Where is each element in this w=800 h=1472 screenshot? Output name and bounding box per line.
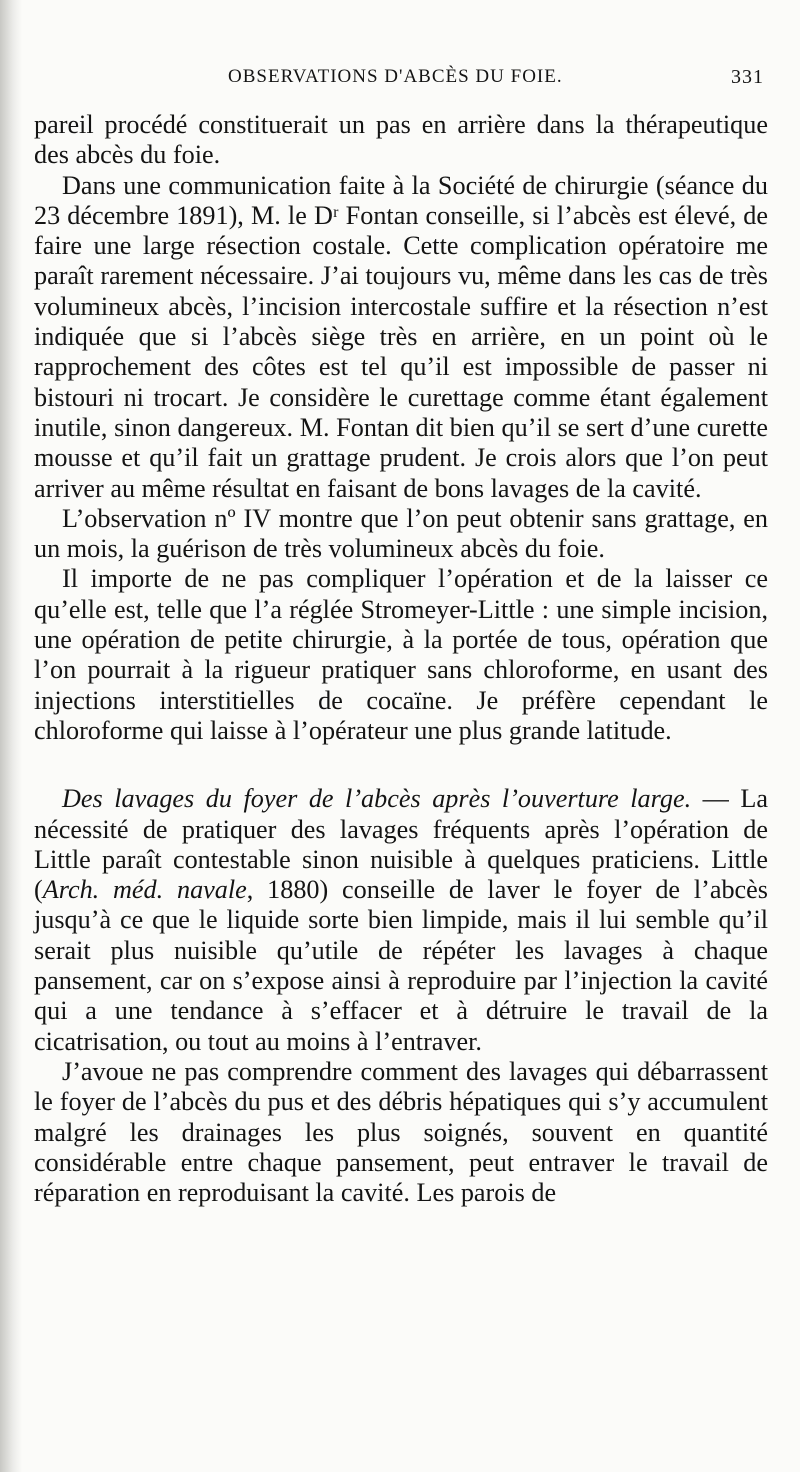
section-body-end: , 1880) conseille de laver le foyer de l’abcès jusqu’à ce que le liquide sorte bien limpide, mais il lui semble qu’il serait plus nuisible qu’utile de répéter les lavages à chaque pansement, car on s’expose ainsi à reproduire par l’injection la cavité qui a une tendance à s’effacer et à détruire le travail de la cicatrisation, ou tout au moins à l’entraver. bbox=[34, 875, 768, 1056]
section-body-start: La nécessité de pratiquer des lavages fréquents après l’opération de Little paraît contestable sinon nuisible à quelques praticiens. Little ( bbox=[34, 784, 769, 905]
paragraph-stromeyer-little: Il importe de ne pas compliquer l’opération et de la laisser ce qu’elle est, telle que l’a réglée Stromeyer-Little : une simple incision, une opération de petite chirurgie, à la portée de tous, opération que l’on pourrait à la rigueur pratiquer sans chloroforme, en usant des injections interstitielles de cocaïne. Je préfère cependant le chloroforme qui laisse à l’opérateur une plus grande latitude. bbox=[34, 564, 768, 745]
section-heading: Des lavages du foyer de l’abcès après l’ouverture large. bbox=[62, 784, 692, 814]
running-title: OBSERVATIONS D'ABCÈS DU FOIE. bbox=[228, 66, 563, 87]
citation-journal: Arch. méd. navale bbox=[42, 875, 247, 905]
paragraph-continued: pareil procédé constituerait un pas en arrière dans la thérapeutique des abcès du foie. bbox=[34, 110, 768, 170]
section-dash: — bbox=[691, 784, 741, 814]
paragraph-observation-iv: L’observation nº IV montre que l’on peut obtenir sans grattage, en un mois, la guérison de très volumineux abcès du foie. bbox=[34, 503, 768, 564]
page-edge-shadow bbox=[0, 0, 22, 1472]
page-number: 331 bbox=[731, 66, 764, 88]
section-paragraph-lavages bbox=[34, 784, 768, 1057]
page-body bbox=[34, 110, 768, 1208]
paragraph-fontan: Dans une communication faite à la Société de chirurgie (séance du 23 décembre 1891), M. le Dʳ Fontan conseille, si l’abcès est élevé, de faire une large résection costale. Cette complication opératoire me paraît rarement nécessaire. J’ai toujours vu, même dans les cas de très volumineux abcès, l’incision intercostale suffire et la résection n’est indiquée que si l’abcès siège très en arrière, en un point où le rapprochement des côtes est tel qu’il est impossible de passer ni bistouri ni trocart. Je considère le curettage comme étant également inutile, sinon dangereux. M. Fontan dit bien qu’il se sert d’une curette mousse et qu’il fait un grattage prudent. Je crois alors que l’on peut arriver au même résultat en faisant de bons lavages de la cavité. bbox=[34, 170, 768, 503]
paragraph-final: J’avoue ne pas comprendre comment des lavages qui débarrassent le foyer de l’abcès du pus et des débris hépatiques qui s’y accumulent malgré les drainages les plus soignés, souvent en quantité considérable entre chaque pansement, peut entraver le travail de réparation en reproduisant la cavité. Les parois de bbox=[34, 1056, 768, 1208]
section-gap bbox=[34, 746, 768, 784]
